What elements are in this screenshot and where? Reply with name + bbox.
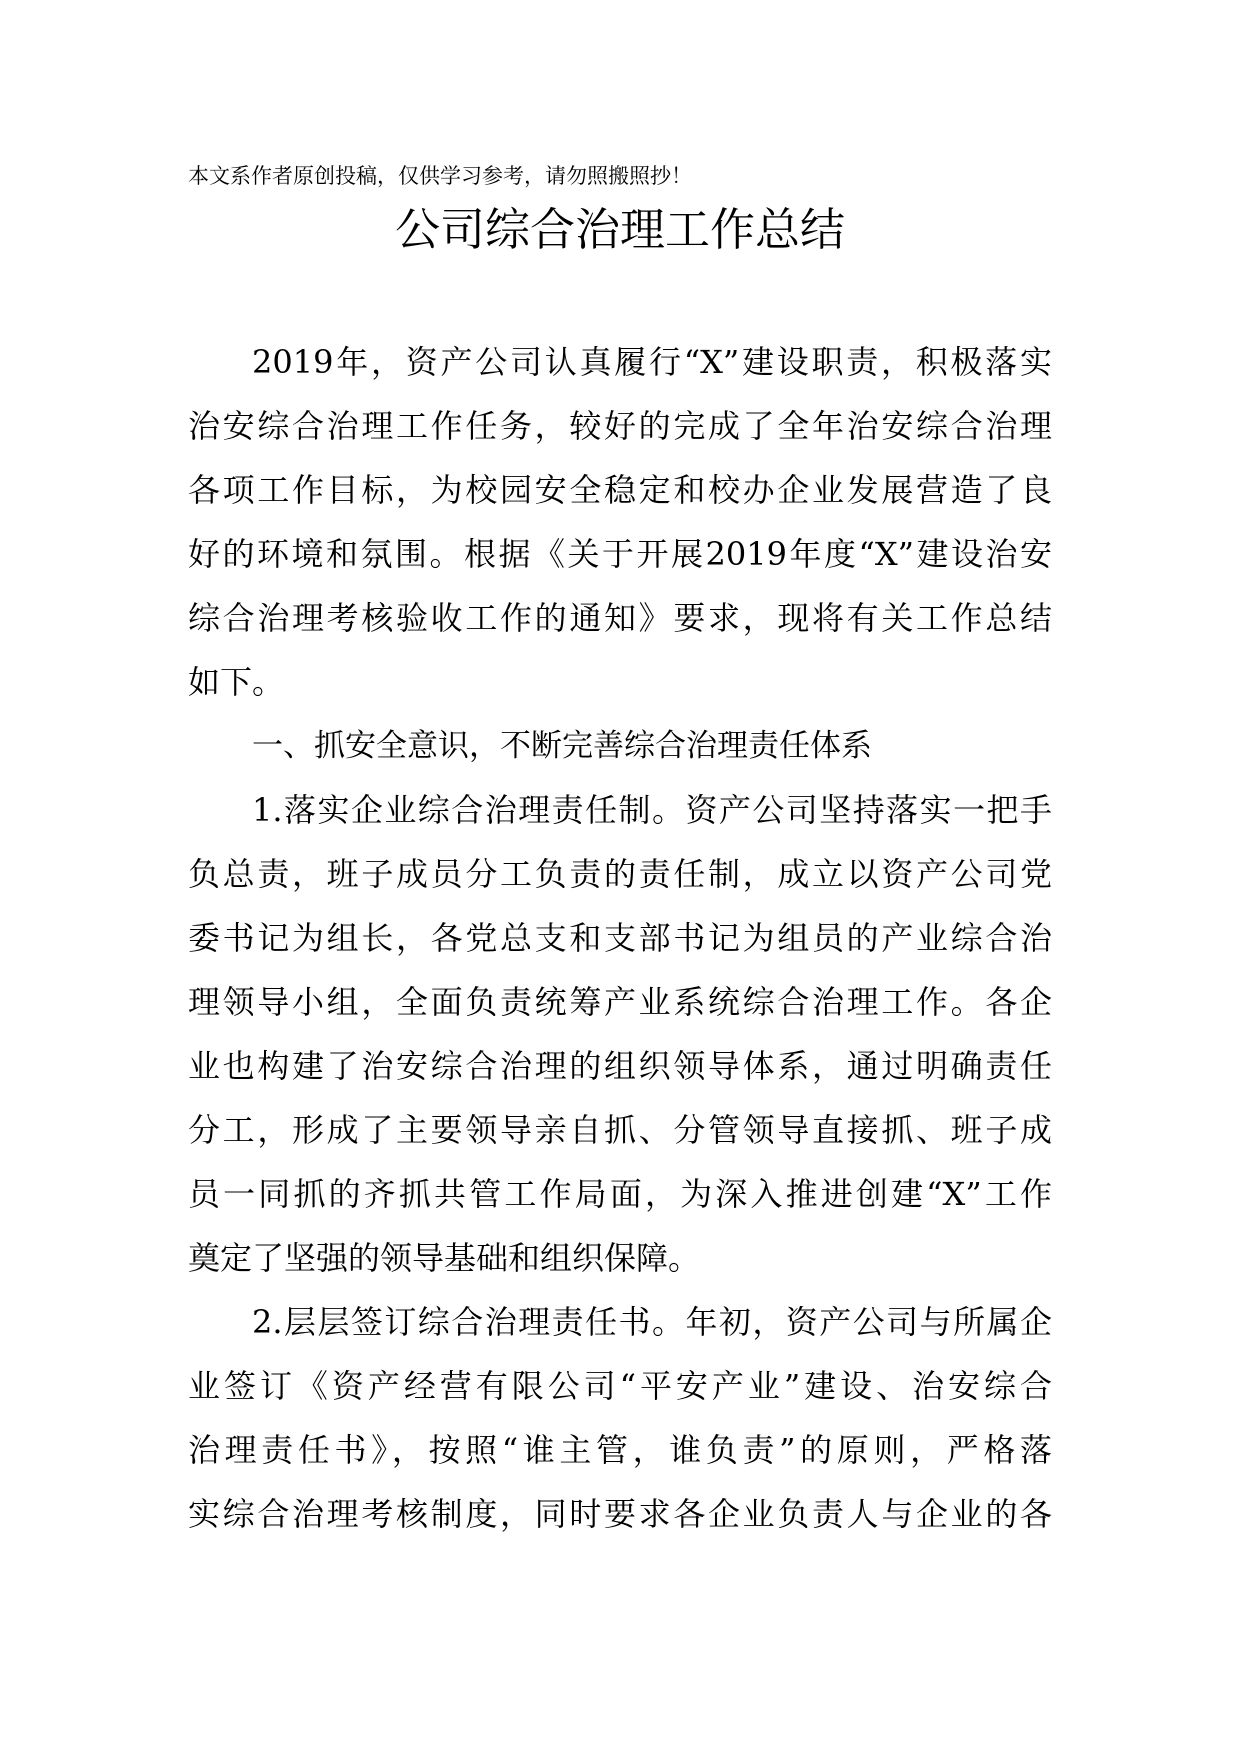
paragraph-line: 分工，形成了主要领导亲自抓、分管领导直接抓、班子成 (188, 1111, 1052, 1149)
paragraph-line: 委书记为组长，各党总支和支部书记为组员的产业综合治 (188, 919, 1052, 957)
paragraph-line: 理领导小组，全面负责统筹产业系统综合治理工作。各企 (188, 983, 1052, 1021)
paragraph-line: 业签订《资产经营有限公司“平安产业”建设、治安综合 (188, 1367, 1052, 1405)
paragraph-line: 各项工作目标，为校园安全稳定和校办企业发展营造了良 (188, 471, 1052, 509)
paragraph-line: 业也构建了治安综合治理的组织领导体系，通过明确责任 (188, 1047, 1052, 1085)
paragraph-line: 奠定了坚强的领导基础和组织保障。 (188, 1239, 701, 1277)
paragraph-line: 综合治理考核验收工作的通知》要求，现将有关工作总结 (188, 599, 1052, 637)
paragraph-line: 员一同抓的齐抓共管工作局面，为深入推进创建“X”工作 (188, 1175, 1052, 1213)
paragraph-line: 治理责任书》，按照“谁主管，谁负责”的原则，严格落 (188, 1431, 1052, 1469)
section-heading: 一、抓安全意识，不断完善综合治理责任体系 (252, 728, 872, 764)
paragraph-line: 2.层层签订综合治理责任书。年初，资产公司与所属企 (252, 1303, 1052, 1341)
paragraph-line: 如下。 (188, 663, 285, 701)
document-title: 公司综合治理工作总结 (394, 203, 845, 256)
paragraph-line: 好的环境和氛围。根据《关于开展2019年度“X”建设治安 (188, 535, 1052, 573)
paragraph-line: 2019年，资产公司认真履行“X”建设职责，积极落实 (252, 343, 1052, 381)
copyright-notice: 本文系作者原创投稿，仅供学习参考，请勿照搬照抄！ (188, 164, 692, 188)
paragraph-line: 实综合治理考核制度，同时要求各企业负责人与企业的各 (188, 1495, 1052, 1533)
paragraph-line: 负总责，班子成员分工负责的责任制，成立以资产公司党 (188, 855, 1052, 893)
paragraph-line: 治安综合治理工作任务，较好的完成了全年治安综合治理 (188, 407, 1052, 445)
document-body (188, 330, 1052, 1546)
paragraph-line: 1.落实企业综合治理责任制。资产公司坚持落实一把手 (252, 791, 1052, 829)
